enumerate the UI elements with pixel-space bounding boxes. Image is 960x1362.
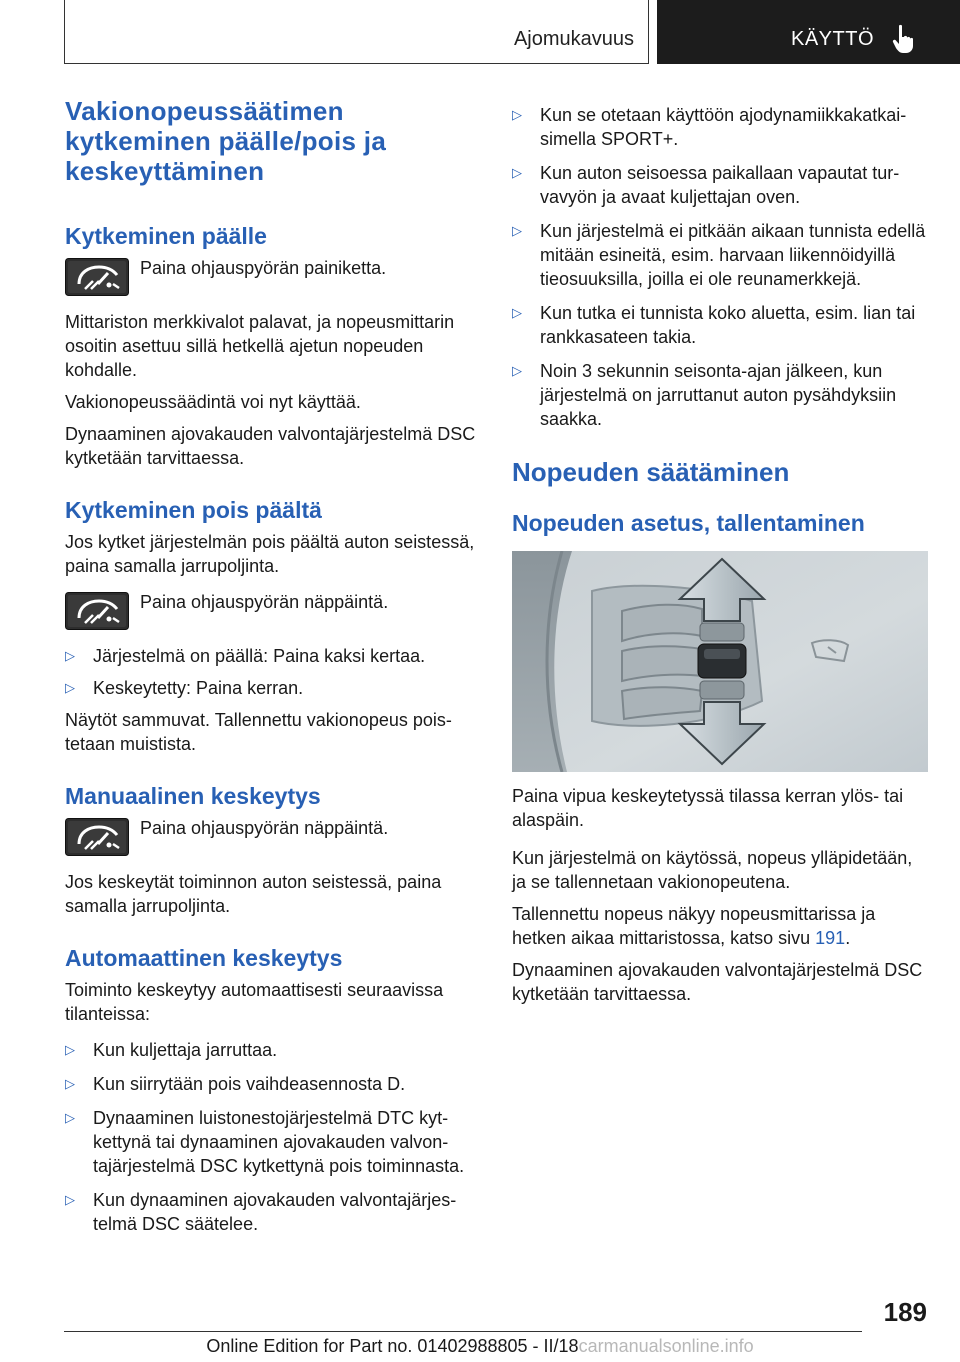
bullet-triangle-icon: ▷ (512, 165, 522, 180)
instruction-text: Paina ohjauspyörän painiketta. (140, 258, 387, 278)
list-item (65, 1072, 477, 1096)
page-reference-link[interactable]: 191 (815, 928, 846, 948)
list-item (512, 103, 928, 151)
footer (0, 1336, 960, 1357)
steering-wheel-rocker-photo (512, 551, 928, 772)
cruise-control-button-icon (65, 258, 129, 296)
bullet-triangle-icon: ▷ (512, 223, 522, 238)
list-item-text: Dynaaminen luistonestojärjestelmä DTC kytkettynä tai dynaaminen ajovakauden valvontajärjestelmä DSC kytkettynä pois toiminnasta. (93, 1108, 465, 1176)
paragraph (512, 902, 928, 950)
edition-text: Online Edition for Part no. 01402988805 - II/18 (206, 1336, 579, 1356)
list-item-text: Järjestelmä on päällä: Paina kaksi kertaa. (93, 646, 426, 666)
heading-manual-interrupt: Manuaalinen keskeytys (65, 783, 321, 809)
bullet-triangle-icon: ▷ (65, 680, 75, 695)
heading-switch-off: Kytkeminen pois päältä (65, 497, 322, 523)
header-section-box (64, 0, 649, 64)
bullet-triangle-icon: ▷ (512, 363, 522, 378)
list-item (65, 1038, 477, 1062)
instruction-switch-off (65, 590, 477, 630)
instruction-manual (65, 816, 477, 856)
list-item-text: Kun tutka ei tunnista koko aluetta, esim. lian tai rankkasateen takia. (540, 303, 916, 347)
list-item (65, 676, 477, 700)
watermark-text: carmanualsonline.info (578, 1336, 754, 1356)
heading-speed-set: Nopeuden asetus, tallentaminen (512, 510, 865, 536)
list-item-text: Keskeytetty: Paina kerran. (93, 678, 304, 698)
paragraph: Dynaaminen ajovakauden valvontajärjestelmä DSC kytketään tarvittaessa. (65, 424, 476, 468)
instruction-text: Paina ohjauspyörän näppäintä. (140, 592, 389, 612)
paragraph: Dynaaminen ajovakauden valvontajärjestelmä DSC kytketään tarvittaessa. (512, 960, 923, 1004)
cruise-control-button-icon (65, 592, 129, 630)
paragraph: Kun järjestelmä on käytössä, nopeus ylläpidetään, ja se tallennetaan vakionopeutena. (512, 848, 913, 892)
list-item (512, 161, 928, 209)
cruise-control-button-icon (65, 818, 129, 856)
section-title: Ajomukavuus (513, 28, 634, 50)
list-item (65, 644, 477, 668)
heading-switch-on: Kytkeminen päälle (65, 223, 267, 249)
paragraph: Jos kytket järjestelmän pois päältä auton seistessä, paina samalla jarrupoljinta. (65, 532, 475, 576)
bullet-triangle-icon: ▷ (65, 1042, 75, 1057)
list-item (65, 1188, 477, 1236)
list-item (512, 359, 928, 431)
header-chapter-box (657, 0, 960, 64)
paragraph-text: Tallennettu nopeus näkyy nopeusmittarissa ja hetken aikaa mittaristossa, katso sivu (512, 904, 876, 948)
paragraph-text: . (845, 928, 851, 948)
photo-caption: Paina vipua keskeytetyssä tilassa kerran ylös- tai alaspäin. (512, 786, 904, 830)
list-item-text: Kun se otetaan käyttöön ajodynamiikkakatkaisimella SPORT+. (540, 105, 907, 149)
chapter-title: KÄYTTÖ (790, 28, 874, 50)
list-item (512, 219, 928, 291)
bullet-triangle-icon: ▷ (65, 1076, 75, 1091)
list-item-text: Kun dynaaminen ajovakauden valvontajärjestelmä DSC säätelee. (93, 1190, 457, 1234)
list-item-text: Kun järjestelmä ei pitkään aikaan tunnista edellä mitään esineitä, esim. harvaan liikennöidyillä tieosuuksilla, joilla ei ole reunamerkkejä. (540, 221, 926, 289)
list-item-text: Kun kuljettaja jarruttaa. (93, 1040, 278, 1060)
bullet-triangle-icon: ▷ (65, 648, 75, 663)
paragraph: Mittariston merkkivalot palavat, ja nopeusmittarin osoitin asettuu sillä hetkellä ajetun nopeuden kohdalle. (65, 312, 455, 380)
page-number: 189 (883, 1297, 927, 1327)
left-column (65, 96, 477, 1236)
footer-divider (64, 1331, 862, 1332)
pointing-hand-icon (892, 24, 918, 54)
heading-speed-adjust: Nopeuden säätäminen (512, 457, 790, 487)
paragraph: Näytöt sammuvat. Tallennettu vakionopeus poistetaan muistista. (65, 710, 452, 754)
bullet-triangle-icon: ▷ (65, 1192, 75, 1207)
bullet-triangle-icon: ▷ (65, 1110, 75, 1125)
list-item-text: Noin 3 sekunnin seisonta-ajan jälkeen, kun järjestelmä on jarruttanut auton pysähdyksiin saakka. (540, 361, 897, 429)
paragraph: Vakionopeussäädintä voi nyt käyttää. (65, 392, 361, 412)
list-item-text: Kun auton seisoessa paikallaan vapautat turvavyön ja avaat kuljettajan oven. (540, 163, 900, 207)
instruction-text: Paina ohjauspyörän näppäintä. (140, 818, 389, 838)
right-column (512, 103, 928, 1006)
paragraph: Toiminto keskeytyy automaattisesti seuraavissa tilanteissa: (65, 980, 444, 1024)
bullet-triangle-icon: ▷ (512, 305, 522, 320)
heading-automatic-interrupt: Automaattinen keskeytys (65, 945, 343, 971)
paragraph: Jos keskeytät toiminnon auton seistessä, paina samalla jarrupoljinta. (65, 872, 442, 916)
main-title: Vakionopeussäätimen kytkeminen päälle/pois ja keskeyttäminen (65, 96, 387, 186)
list-item (65, 1106, 477, 1178)
instruction-switch-on (65, 256, 477, 296)
list-item (512, 301, 928, 349)
list-item-text: Kun siirrytään pois vaihdeasennosta D. (93, 1074, 406, 1094)
bullet-triangle-icon: ▷ (512, 107, 522, 122)
